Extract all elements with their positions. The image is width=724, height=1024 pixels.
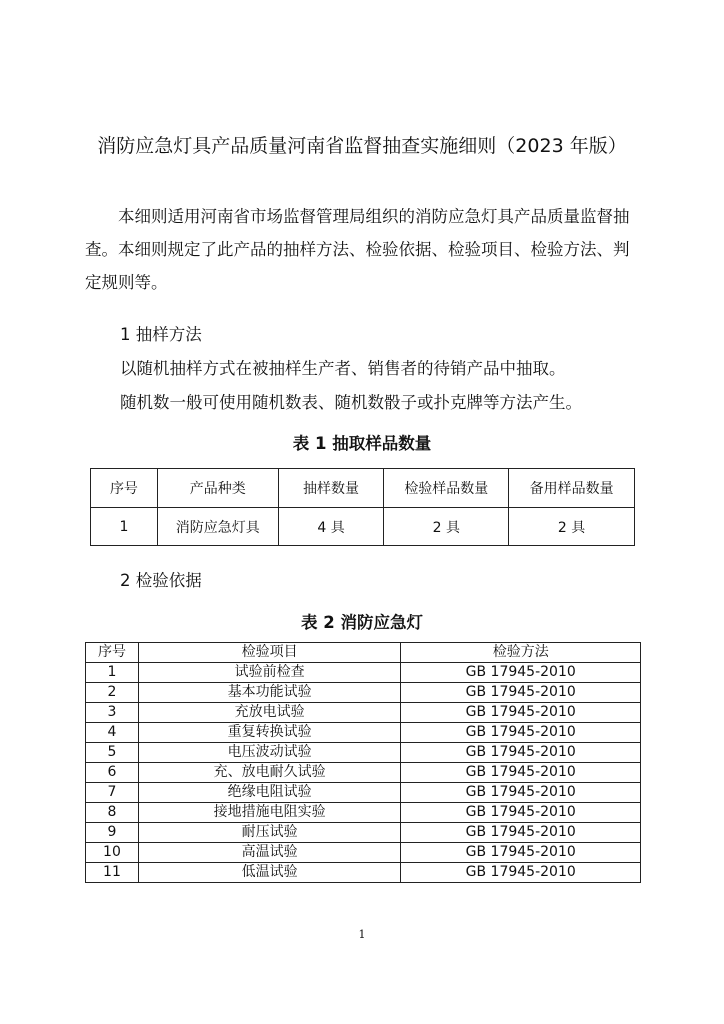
table-row [86,803,641,823]
intro-paragraph [85,200,641,299]
page-number: 1 [358,928,366,941]
table-cell: 6 [86,763,139,783]
table-row [86,763,641,783]
table-cell: GB 17945-2010 [401,663,641,683]
table-cell: 11 [86,863,139,883]
table-cell: 接地措施电阻实验 [138,803,400,823]
document-title: 消防应急灯具产品质量河南省监督抽查实施细则（2023 年版） [97,135,627,157]
inspection-items-table [85,642,641,883]
inspection-table-body [86,643,641,883]
table-cell: GB 17945-2010 [401,763,641,783]
table-cell: GB 17945-2010 [401,843,641,863]
table-cell: 试验前检查 [138,663,400,683]
table-cell: GB 17945-2010 [401,823,641,843]
table-row [86,663,641,683]
table-cell: 耐压试验 [138,823,400,843]
table-cell: 10 [86,843,139,863]
table-cell: 7 [86,783,139,803]
table-cell: GB 17945-2010 [401,783,641,803]
section-heading-basis: 2 检验依据 [120,571,202,590]
table-row [86,683,641,703]
table-cell: 充、放电耐久试验 [138,763,400,783]
table-cell: 1 [86,663,139,683]
table-cell: 基本功能试验 [138,683,400,703]
table2-caption: 表 2 消防应急灯 [301,613,423,632]
table-cell: 1 [91,508,158,546]
table-header-cell: 备用样品数量 [509,469,635,508]
table-cell: 3 [86,703,139,723]
table-cell: 4 [86,723,139,743]
table-cell: 电压波动试验 [138,743,400,763]
table-row [86,703,641,723]
table-cell: 2 [86,683,139,703]
intro-text: 本细则适用河南省市场监督管理局组织的消防应急灯具产品质量监督抽查。本细则规定了此产品的抽样方法、检验依据、检验项目、检验方法、判定规则等。 [85,207,630,292]
table-header-cell: 序号 [86,643,139,663]
table-header-cell: 抽样数量 [278,469,384,508]
sampling-line-1: 以随机抽样方式在被抽样生产者、销售者的待销产品中抽取。 [120,359,566,378]
table-cell: 4 具 [278,508,384,546]
table-cell: 消防应急灯具 [157,508,278,546]
section-heading-sampling: 1 抽样方法 [120,325,202,344]
table-header-cell: 序号 [91,469,158,508]
table1-caption: 表 1 抽取样品数量 [292,434,432,453]
table-cell: GB 17945-2010 [401,683,641,703]
table-header-row [86,643,641,663]
table-cell: GB 17945-2010 [401,863,641,883]
table-header-cell: 检验样品数量 [384,469,509,508]
table-cell: 高温试验 [138,843,400,863]
table-cell: GB 17945-2010 [401,803,641,823]
table-row [91,508,635,546]
table-header-cell: 产品种类 [157,469,278,508]
table-cell: 2 具 [509,508,635,546]
table-cell: GB 17945-2010 [401,743,641,763]
table-row [86,723,641,743]
table-row [86,863,641,883]
table-header-row [91,469,635,508]
table-cell: GB 17945-2010 [401,703,641,723]
table-cell: 8 [86,803,139,823]
sampling-line-2: 随机数一般可使用随机数表、随机数骰子或扑克牌等方法产生。 [120,393,582,412]
table-cell: GB 17945-2010 [401,723,641,743]
table-cell: 5 [86,743,139,763]
table-cell: 充放电试验 [138,703,400,723]
table-header-cell: 检验方法 [401,643,641,663]
sample-quantity-table [90,468,635,546]
table-cell: 绝缘电阻试验 [138,783,400,803]
table-row [86,783,641,803]
table-row [86,843,641,863]
table-row [86,823,641,843]
table-cell: 9 [86,823,139,843]
table-row [86,743,641,763]
table-cell: 重复转换试验 [138,723,400,743]
table-header-cell: 检验项目 [138,643,400,663]
table-cell: 2 具 [384,508,509,546]
table-cell: 低温试验 [138,863,400,883]
